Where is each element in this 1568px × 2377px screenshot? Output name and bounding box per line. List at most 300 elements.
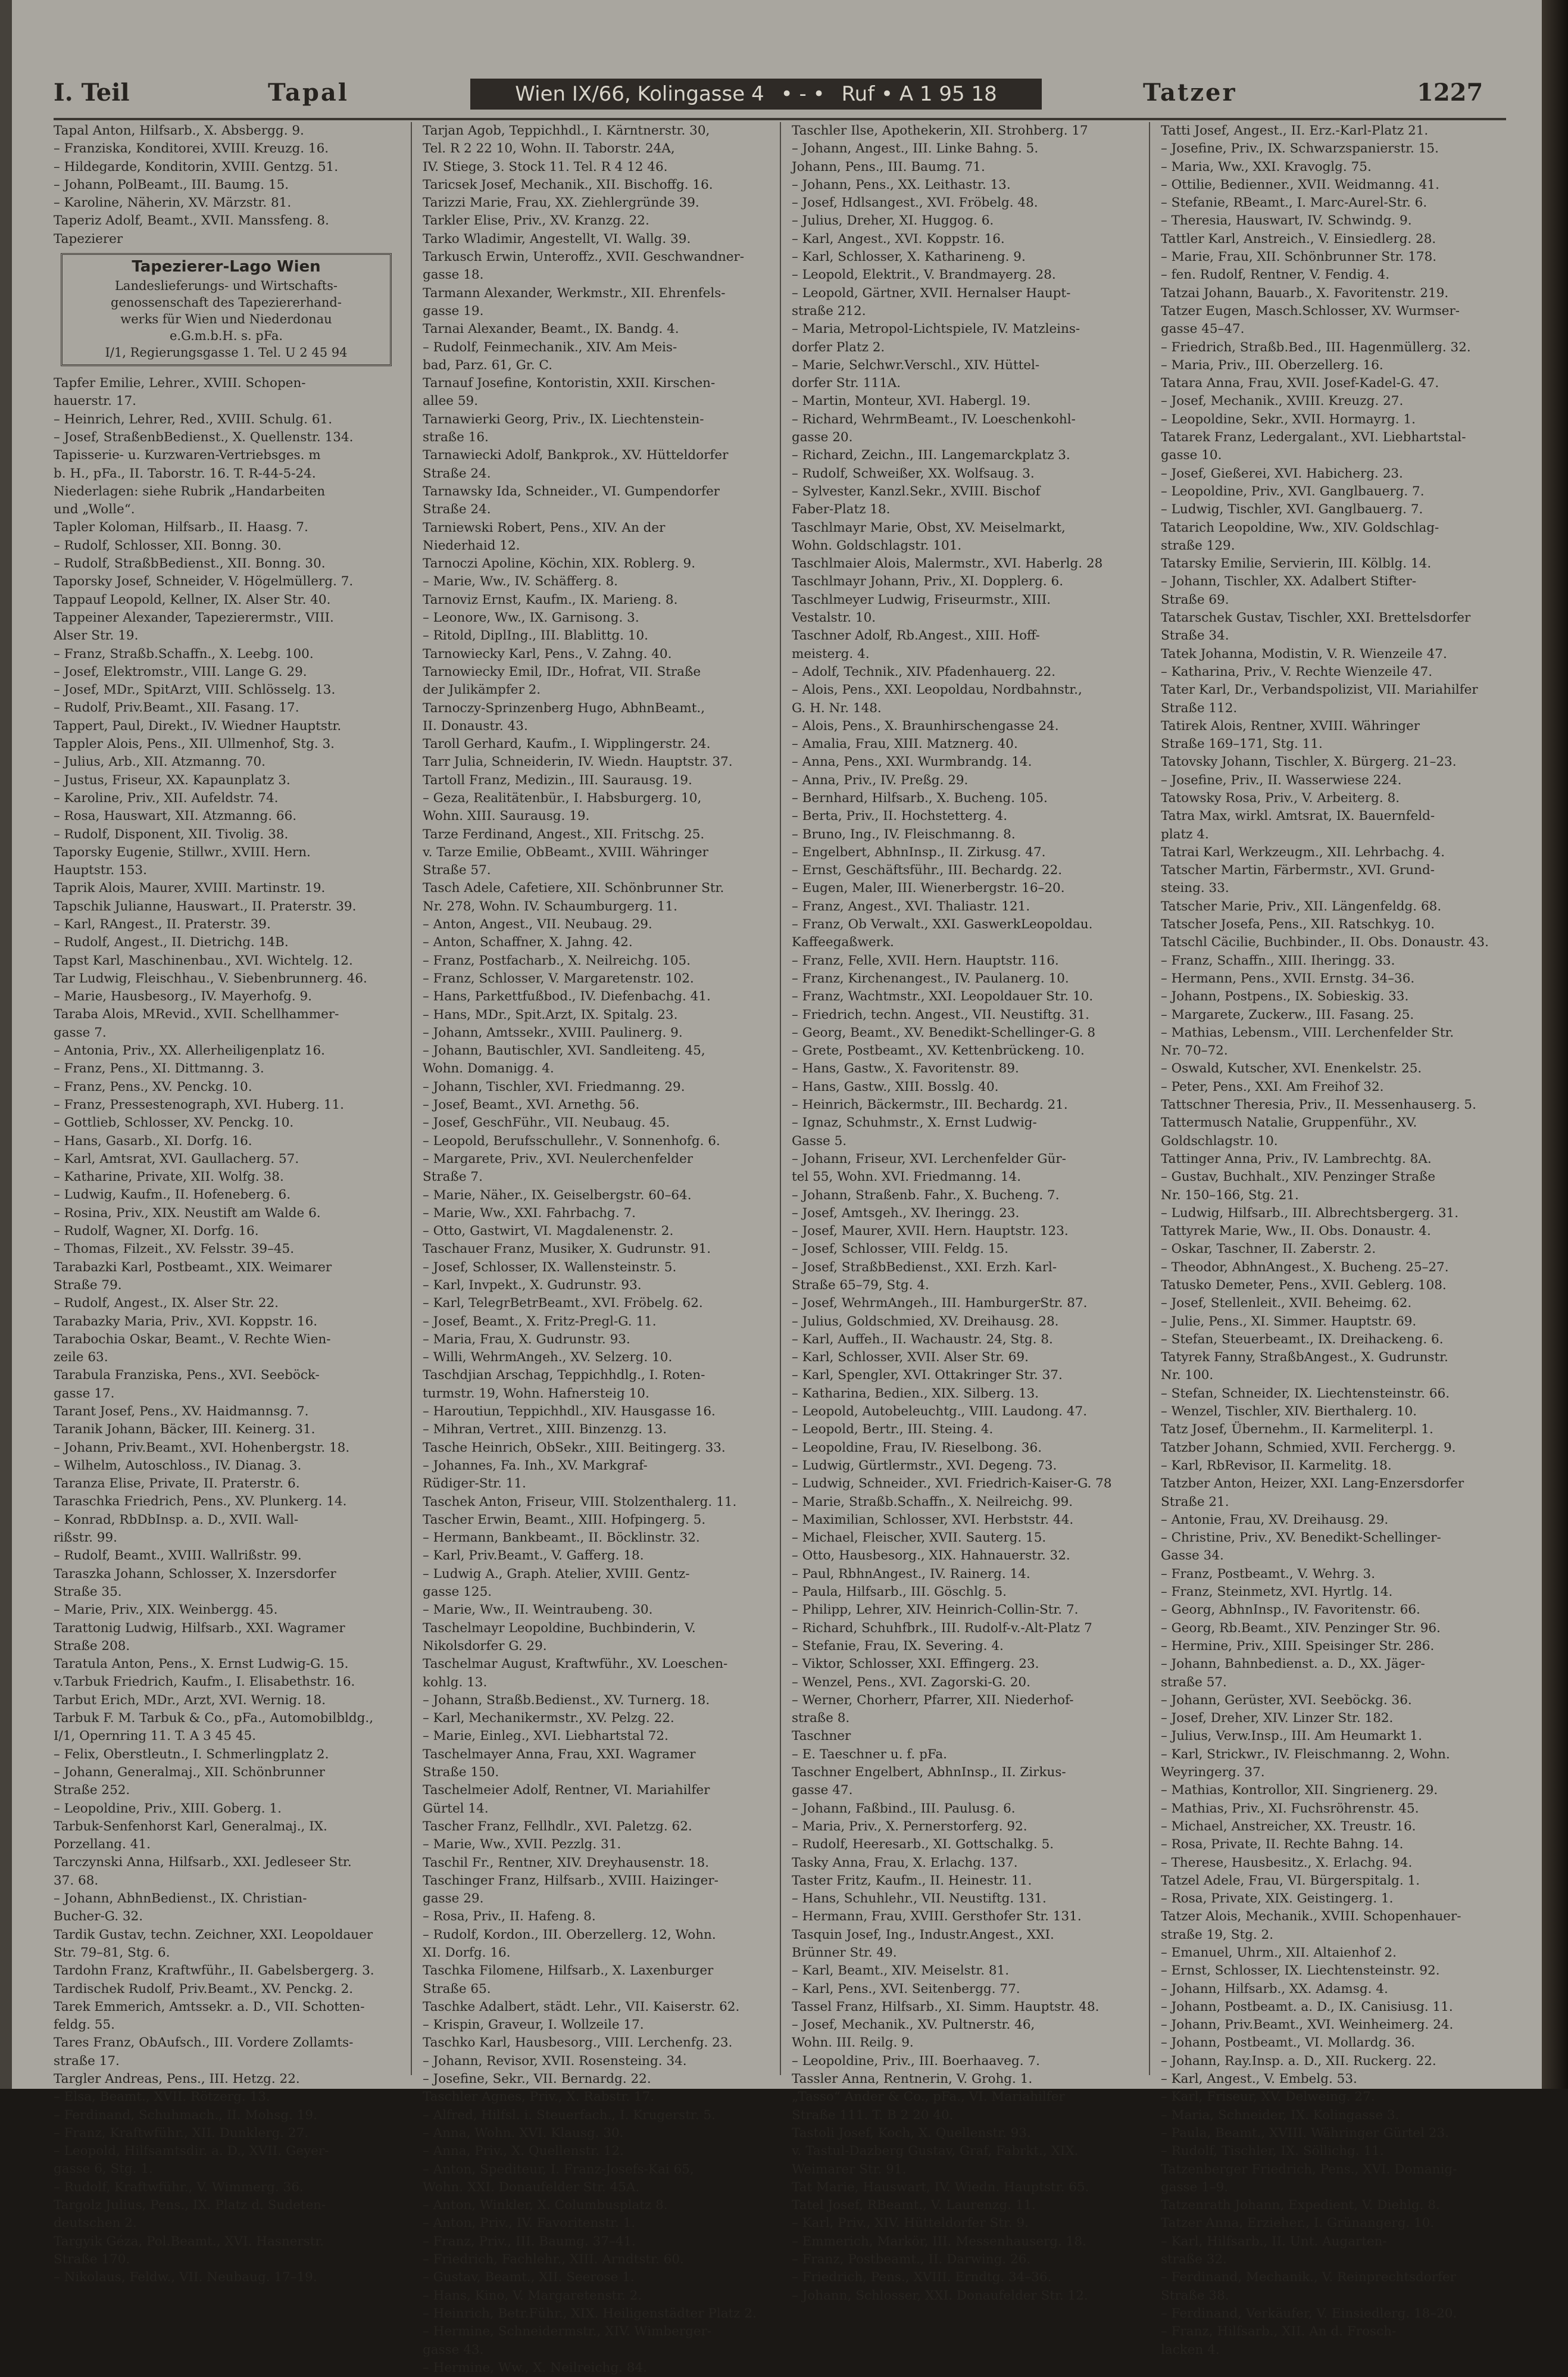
- directory-entry: – Friedrich, Straßb.Bed., III. Hagenmüllerg. 32.: [1161, 339, 1471, 355]
- ad-lines: [68, 277, 384, 361]
- directory-entry: straße 32.: [1161, 2252, 1227, 2267]
- directory-entry: – Josef, Dreher, XIV. Linzer Str. 182.: [1161, 1711, 1394, 1726]
- directory-entry: – Wenzel, Pens., XVI. Zagorski-G. 20.: [792, 1674, 1030, 1690]
- directory-entry: – Stefanie, RBeamt., I. Marc-Aurel-Str. 6.: [1161, 195, 1428, 211]
- directory-entry: Straße 69.: [1161, 592, 1229, 607]
- directory-entry: turmstr. 19, Wohn. Hafnersteig 10.: [423, 1386, 649, 1401]
- directory-entry: rißstr. 99.: [54, 1530, 117, 1546]
- directory-entry: Targyik Géza, Pol.Beamt., XVI. Hasnerstr.: [54, 2233, 324, 2249]
- directory-entry: – Josef, Beamt., XVI. Arnethg. 56.: [423, 1097, 640, 1113]
- directory-entry: Tarabula Franziska, Pens., XVI. Seeböck-: [54, 1368, 320, 1383]
- directory-entry: – Marie, Ww., XVII. Pezzlg. 31.: [423, 1837, 621, 1852]
- page-number: 1227: [1417, 79, 1483, 107]
- directory-entry: – Johann, Angest., III. Linke Bahng. 5.: [792, 141, 1039, 157]
- directory-entry: Rüdiger-Str. 11.: [423, 1476, 526, 1492]
- directory-entry: – E. Taeschner u. f. pFa.: [792, 1746, 948, 1762]
- directory-entry: Taricsek Josef, Mechanik., XII. Bischoffg. 16.: [423, 177, 713, 192]
- directory-entry: – Alois, Pens., X. Braunhirschengasse 24.: [792, 718, 1059, 734]
- directory-entry: – Grete, Postbeamt., XV. Kettenbrückeng. 10.: [792, 1043, 1085, 1059]
- directory-entry: Tatti Josef, Angest., II. Erz.-Karl-Platz 21.: [1161, 123, 1429, 138]
- directory-entry: – Eugen, Maler, III. Wienerbergstr. 16–20.: [792, 881, 1065, 896]
- directory-entry: – Felix, Oberstleutn., I. Schmerlingplatz 2.: [54, 1746, 329, 1762]
- directory-entry: – Josefine, Priv., IX. Schwarzspanierstr. 15.: [1161, 141, 1439, 157]
- directory-entry: – Katharina, Priv., V. Rechte Wienzeile 47.: [1161, 664, 1433, 679]
- directory-entry: Tarbuk-Senfenhorst Karl, Generalmaj., IX.: [54, 1818, 327, 1834]
- directory-entry: – Maria, Metropol-Lichtspiele, IV. Matzleins-: [792, 322, 1080, 337]
- directory-entry: – Sylvester, Kanzl.Sekr., XVIII. Bischof: [792, 483, 1041, 499]
- directory-entry: Tel. R 2 22 10, Wohn. II. Taborstr. 24A,: [423, 141, 675, 157]
- directory-entry: Straße 170.: [54, 2251, 130, 2267]
- directory-entry: gasse 1–9.: [1161, 2179, 1229, 2195]
- directory-entry: – Antonie, Frau, XV. Dreihausg. 29.: [1161, 1512, 1389, 1527]
- directory-entry: – Geza, Realitätenbür., I. Habsburgerg. 10,: [423, 790, 702, 806]
- directory-entry: – Karl, Beamt., XIV. Meiselstr. 81.: [792, 1963, 1010, 1979]
- directory-entry: Straße 34.: [1161, 628, 1229, 644]
- directory-entry: Tappert, Paul, Direkt., IV. Wiedner Hauptstr.: [54, 718, 342, 734]
- directory-entry: – Johann, Pens., XX. Leithastr. 13.: [792, 177, 1011, 192]
- directory-entry: gasse 29.: [423, 1891, 484, 1907]
- directory-entry: – Ludwig, Schneider., XVI. Friedrich-Kaiser-G. 78: [792, 1476, 1112, 1492]
- directory-entry: – Margarete, Zuckerw., III. Fasang. 25.: [1161, 1007, 1414, 1022]
- directory-entry: – Hermine, Schneidermstr., XIV. Wimberger-: [423, 2324, 712, 2339]
- directory-entry: – Viktor, Schlosser, XXI. Effingerg. 23.: [792, 1657, 1039, 1672]
- directory-entry: gasse 19.: [423, 303, 484, 319]
- column-1-entries-bottom: [54, 375, 399, 2286]
- directory-entry: – Marie, Einleg., XVI. Liebhartstal 72.: [423, 1729, 669, 1744]
- directory-entry: – Johannes, Fa. Inh., XV. Markgraf-: [423, 1458, 648, 1473]
- directory-entry: – Anton, Winkler, X. Columbusplatz 8.: [423, 2198, 668, 2213]
- directory-entry: – Karoline, Näherin, XV. Märzstr. 81.: [54, 195, 292, 211]
- directory-entry: – Karl, Priv., XIV. Hütteldorfer Str. 9.: [792, 2216, 1029, 2231]
- directory-entry: Tasche Heinrich, ObSekr., XIII. Beitingerg. 33.: [423, 1440, 726, 1455]
- directory-entry: – Franz, Kirchenangest., IV. Paulanerg. 10.: [792, 971, 1069, 986]
- directory-entry: – Hildegarde, Konditorin, XVIII. Gentzg. 51.: [54, 159, 339, 174]
- ad-line: werks für Wien und Niederdonau: [120, 312, 332, 327]
- directory-entry: – Johann, Ray.Insp. a. D., XII. Ruckerg. 22.: [1161, 2053, 1436, 2069]
- directory-entry: – Rosa, Private, XIX. Geistingerg. 1.: [1161, 1891, 1394, 1907]
- directory-entry: – Leopold, Berufsschullehr., V. Sonnenhofg. 6.: [423, 1133, 720, 1149]
- directory-entry: – Hans, Gastw., XIII. Bosslg. 40.: [792, 1079, 999, 1094]
- directory-entry: Str. 79–81, Stg. 6.: [54, 1945, 170, 1960]
- directory-entry: – Karl, Invpekt., X. Gudrunstr. 93.: [423, 1278, 642, 1293]
- directory-entry: Tarnauf Josefine, Kontoristin, XXII. Kirschen-: [423, 376, 716, 391]
- directory-entry: – Friedrich, techn. Angest., VII. Neustiftg. 31.: [792, 1007, 1089, 1022]
- directory-entry: – Karl, Amtsrat, XVI. Gaullacherg. 57.: [54, 1151, 299, 1166]
- directory-entry: – Wenzel, Tischler, XIV. Bierthalerg. 10.: [1161, 1404, 1417, 1420]
- directory-entry: – Berta, Priv., II. Hochstetterg. 4.: [792, 809, 1008, 824]
- directory-entry: – Gottlieb, Schlosser, XV. Penckg. 10.: [54, 1115, 294, 1131]
- directory-entry: Wohn. XXI. Donaufelder Str. 45A.: [423, 2179, 640, 2195]
- directory-entry: – Georg, Beamt., XV. Benedikt-Schellinger-G. 8: [792, 1025, 1096, 1040]
- directory-entry: Tappauf Leopold, Kellner, IX. Alser Str. 40.: [54, 592, 331, 607]
- directory-entry: – Maria, Frau, X. Gudrunstr. 93.: [423, 1331, 630, 1347]
- directory-entry: – Johann, Straßenb. Fahr., X. Bucheng. 7.: [792, 1187, 1060, 1203]
- directory-entry: Tapisserie- u. Kurzwaren-Vertriebsges. m: [54, 448, 321, 463]
- directory-entry: Straße 57.: [423, 863, 491, 878]
- directory-entry: – Rosa, Priv., II. Hafeng. 8.: [423, 1909, 596, 1924]
- directory-entry: straße 8.: [792, 1711, 850, 1726]
- column-1: [54, 122, 399, 2285]
- directory-entry: – Leopold, Elektrit., V. Brandmayerg. 28.: [792, 267, 1056, 283]
- directory-entry: – Rudolf, Schweißer, XX. Wolfsaug. 3.: [792, 466, 1035, 481]
- directory-entry: – Anna, Wohn. XVI. Klausg. 30.: [423, 2125, 624, 2141]
- directory-entry: – Adolf, Technik., XIV. Pfadenhauerg. 22.: [792, 664, 1056, 679]
- directory-entry: Tatzer Alois, Mechanik., XVIII. Schopenhauer-: [1161, 1909, 1461, 1924]
- directory-entry: Taroll Gerhard, Kaufm., I. Wipplingerstr. 24.: [423, 737, 711, 752]
- directory-entry: – Ferdinand, Verkäufer, V. Einsiedlerg. 18–20.: [1161, 2306, 1457, 2321]
- directory-entry: – Johann, PolBeamt., III. Baumg. 15.: [54, 177, 289, 192]
- publisher-address: Wien IX/66, Kolingasse 4: [515, 82, 764, 106]
- column-3: [792, 122, 1137, 2303]
- directory-entry: Tascher Franz, Fellhdlr., XVI. Paletzg. 62.: [423, 1818, 692, 1834]
- directory-entry: – Maria, Priv., III. Oberzellerg. 16.: [1161, 357, 1383, 373]
- directory-entry: Tatyrek Fanny, StraßbAngest., X. Gudrunstr.: [1161, 1350, 1448, 1365]
- directory-entry: Tarabochia Oskar, Beamt., V. Rechte Wien-: [54, 1331, 331, 1347]
- directory-entry: – Johann, Priv.Beamt., XVI. Hohenbergstr. 18.: [54, 1440, 350, 1455]
- directory-entry: gasse 20.: [792, 430, 853, 445]
- directory-entry: – Rudolf, Tischler, IX. Söllichg. 11.: [1161, 2144, 1384, 2159]
- directory-entry: Tatra Max, wirkl. Amtsrat, IX. Bauernfeld-: [1161, 809, 1435, 824]
- directory-entry: – Karl, Schlosser, X. Katharineng. 9.: [792, 249, 1026, 265]
- directory-entry: Taschelmayer Anna, Frau, XXI. Wagramer: [423, 1746, 696, 1762]
- directory-entry: Nr. 150–166, Stg. 21.: [1161, 1187, 1299, 1203]
- directory-entry: – Hans, Parkettfußbod., IV. Diefenbachg. 41.: [423, 989, 711, 1005]
- directory-entry: – Richard, Zeichn., III. Langemarckplatz 3.: [792, 448, 1070, 463]
- directory-entry: – Franz, Priv., III. Baumg. 37–41.: [423, 2233, 636, 2249]
- directory-entry: Straße 38.: [1161, 2288, 1229, 2303]
- directory-entry: – Heinrich, Betr.Führ., XIX. Heiligenstädter Platz 2.: [423, 2306, 757, 2321]
- directory-entry: Tarnawsky Ida, Schneider., VI. Gumpendorfer: [423, 483, 720, 499]
- directory-entry: Tatarsky Emilie, Servierin, III. Kölblg. 14.: [1161, 556, 1432, 572]
- directory-entry: Taraba Alois, MRevid., XVII. Schellhammer-: [54, 1007, 339, 1022]
- directory-entry: Tat Marie, Hauswart, IV. Wiedn. Hauptstr. 65.: [792, 2179, 1089, 2195]
- directory-entry: dorfer Str. 111A.: [792, 376, 901, 391]
- directory-entry: „Tasso“ Ander & Co., pFa., VI. Mariahilfer: [792, 2089, 1065, 2105]
- directory-entry: Tatschl Cäcilie, Buchbinder., II. Obs. Donaustr. 43.: [1161, 935, 1489, 950]
- directory-entry: feldg. 55.: [54, 2017, 115, 2033]
- directory-entry: – Johann, Postbeamt., VI. Mollardg. 36.: [1161, 2035, 1416, 2051]
- directory-entry: – Leopold, Gärtner, XVII. Hernalser Haupt-: [792, 285, 1071, 301]
- directory-entry: – Katharina, Bedien., XIX. Silberg. 13.: [792, 1386, 1039, 1401]
- directory-entry: – Josef, StraßenbBedienst., X. Quellenstr. 134.: [54, 429, 354, 445]
- directory-entry: Tarbut Erich, MDr., Arzt, XVI. Wernig. 18.: [54, 1692, 326, 1708]
- directory-entry: Tattler Karl, Anstreich., V. Einsiedlerg. 28.: [1161, 231, 1436, 247]
- directory-entry: Tatara Anna, Frau, XVII. Josef-Kadel-G. 47.: [1161, 376, 1439, 391]
- directory-entry: Faber-Platz 18.: [792, 502, 891, 517]
- directory-entry: – Hans, Gastw., X. Favoritenstr. 89.: [792, 1061, 1019, 1077]
- directory-entry: – Josef, Maurer, XVII. Hern. Hauptstr. 123.: [792, 1224, 1069, 1239]
- directory-entry: Taschke Adalbert, städt. Lehr., VII. Kaiserstr. 62.: [423, 1999, 740, 2014]
- directory-entry: – Franz, Angest., XVI. Thaliastr. 121.: [792, 899, 1030, 914]
- directory-entry: – Ludwig, Gürtlermstr., XVI. Degeng. 73.: [792, 1458, 1057, 1473]
- directory-entry: – Franz, Straßb.Schaffn., X. Leebg. 100.: [54, 646, 314, 662]
- directory-entry: – Mathias, Kontrollor, XII. Singrienerg. 29.: [1161, 1783, 1438, 1798]
- directory-entry: Tatz Josef, Übernehm., II. Karmeliterpl. 1.: [1161, 1422, 1433, 1437]
- directory-entry: Straße 7.: [423, 1169, 483, 1185]
- directory-entry: Tater Karl, Dr., Verbandspolizist, VII. Mariahilfer: [1161, 682, 1478, 698]
- directory-entry: – Karl, RAngest., II. Praterstr. 39.: [54, 916, 271, 932]
- directory-entry: – Bruno, Ing., IV. Fleischmanng. 8.: [792, 826, 1016, 842]
- directory-entry: – Anton, Angest., VII. Neubaug. 29.: [423, 917, 652, 932]
- directory-entry: – Johann, Generalmaj., XII. Schönbrunner: [54, 1764, 325, 1780]
- directory-entry: – Anton, Priv., IV. Favoritenstr. 1.: [423, 2216, 636, 2231]
- directory-entry: Tatzai Johann, Bauarb., X. Favoritenstr. 219.: [1161, 285, 1449, 301]
- directory-entry: – Anton, Spediteur, I. Franz-Josefs-Kai 65,: [423, 2161, 694, 2177]
- directory-entry: Tar Ludwig, Fleischhau., V. Siebenbrunnerg. 46.: [54, 971, 367, 986]
- directory-entry: – Rudolf, Heeresarb., XI. Gottschalkg. 5.: [792, 1837, 1054, 1852]
- directory-entry: – Hans, MDr., Spit.Arzt, IX. Spitalg. 23.: [423, 1007, 678, 1022]
- directory-entry: zeile 63.: [54, 1350, 108, 1365]
- directory-entry: der Julikämpfer 2.: [423, 682, 541, 698]
- directory-entry: Tatirek Alois, Rentner, XVIII. Währinger: [1161, 718, 1420, 734]
- columns-container: [54, 122, 1506, 2375]
- directory-entry: Nikolsdorfer G. 29.: [423, 1638, 547, 1654]
- directory-entry: Tardohn Franz, Kraftwführ., II. Gabelsbergerg. 3.: [54, 1963, 374, 1979]
- directory-entry: Straße 79.: [54, 1277, 122, 1293]
- directory-entry: – Stefan, Steuerbeamt., IX. Dreihackeng. 6.: [1161, 1331, 1444, 1347]
- directory-entry: – Hermine, Ww., X. Neilreichg. 84.: [423, 2360, 647, 2375]
- directory-entry: – Leonore, Ww., IX. Garnisong. 3.: [423, 610, 639, 626]
- directory-entry: – Margarete, Priv., XVI. Neulerchenfelder: [423, 1151, 694, 1166]
- directory-entry: – Rudolf, Wagner, XI. Dorfg. 16.: [54, 1224, 259, 1239]
- directory-entry: Tascher Erwin, Beamt., XIII. Hofpingerg. 5.: [423, 1512, 706, 1527]
- directory-entry: – Josef, Mechanik., XV. Pultnerstr. 46,: [792, 2017, 1035, 2033]
- column-1-entries-top: [54, 122, 399, 248]
- directory-entry: – Stefanie, Frau, IX. Severing. 4.: [792, 1638, 1004, 1654]
- directory-entry: Taschinger Franz, Hilfsarb., XVIII. Haizinger-: [423, 1873, 719, 1888]
- header-rule: [54, 118, 1506, 120]
- directory-entry: – Richard, Schuhfbrk., III. Rudolf-v.-Alt-Platz 7: [792, 1620, 1092, 1636]
- directory-entry: – Amalia, Frau, XIII. Matznerg. 40.: [792, 737, 1018, 752]
- directory-entry: – Ferdinand, Mechanik., V. Reinprechtsdorfer: [1161, 2270, 1456, 2285]
- directory-entry: – Michael, Fleischer, XVII. Sauterg. 15.: [792, 1530, 1047, 1546]
- directory-entry: Taschek Anton, Friseur, VIII. Stolzenthalerg. 11.: [423, 1494, 737, 1509]
- directory-entry: – Rudolf, Disponent, XII. Tivolig. 38.: [54, 826, 289, 842]
- directory-entry: – Leopold, Bertr., III. Steing. 4.: [792, 1422, 994, 1437]
- directory-entry: Tatrai Karl, Werkzeugm., XII. Lehrbachg. 4.: [1161, 844, 1445, 860]
- directory-entry: – Krispin, Graveur, I. Wollzeile 17.: [423, 2017, 644, 2033]
- directory-entry: – Josef, Mechanik., XVIII. Kreuzg. 27.: [1161, 394, 1404, 409]
- directory-entry: – Johann, Hilfsarb., XX. Adamsg. 4.: [1161, 1981, 1388, 1997]
- directory-entry: Tastoli Josef, Koch, X. Quellenstr. 93.: [792, 2125, 1031, 2141]
- directory-entry: – Johann, Amtssekr., XVIII. Paulinerg. 9.: [423, 1025, 683, 1040]
- directory-entry: Tatzel Adele, Frau, VI. Bürgerspitalg. 1.: [1161, 1873, 1420, 1888]
- directory-entry: Tartoll Franz, Medizin., III. Saurausg. 19.: [423, 772, 692, 788]
- directory-entry: – Ottilie, Bedienner., XVII. Weidmanng. 41.: [1161, 177, 1439, 192]
- directory-entry: – Rudolf, Schlosser, XII. Bonng. 30.: [54, 538, 282, 553]
- directory-entry: und „Wolle“.: [54, 502, 135, 517]
- directory-entry: – Rudolf, Beamt., XVIII. Wallrißstr. 99.: [54, 1548, 302, 1564]
- directory-entry: Taschelmar August, Kraftwführ., XV. Loeschen-: [423, 1657, 728, 1672]
- directory-entry: – Johann, Revisor, XVII. Rosensteing. 34.: [423, 2053, 687, 2069]
- directory-entry: Tasch Adele, Cafetiere, XII. Schönbrunner Str.: [423, 881, 724, 896]
- directory-entry: – Mihran, Vertret., XIII. Binzenzg. 13.: [423, 1422, 667, 1437]
- directory-entry: Tarnawierki Georg, Priv., IX. Liechtenstein-: [423, 411, 704, 427]
- directory-entry: Tarkler Elise, Priv., XV. Kranzg. 22.: [423, 213, 649, 229]
- directory-entry: Tatscher Marie, Priv., XII. Längenfeldg. 68.: [1161, 899, 1442, 914]
- directory-entry: – Rudolf, Priv.Beamt., XII. Fasang. 17.: [54, 700, 299, 716]
- directory-entry: straße 129.: [1161, 538, 1235, 553]
- directory-entry: – Johann, Priv.Beamt., XVI. Weinheimerg. 24.: [1161, 2017, 1454, 2033]
- directory-entry: – Hermine, Priv., XIII. Speisinger Str. 286.: [1161, 1638, 1435, 1654]
- directory-entry: – Willi, WehrmAngeh., XV. Selzerg. 10.: [423, 1350, 673, 1365]
- directory-entry: – Mathias, Priv., XI. Fuchsröhrenstr. 45.: [1161, 1801, 1419, 1816]
- directory-entry: – Paul, RbhnAngest., IV. Rainerg. 14.: [792, 1566, 1030, 1581]
- directory-entry: Taraschka Friedrich, Pens., XV. Plunkerg. 14.: [54, 1494, 347, 1509]
- directory-entry: Tarr Julia, Schneiderin, IV. Wiedn. Hauptstr. 37.: [423, 754, 733, 770]
- directory-entry: I/1, Opernring 11. T. A 3 45 45.: [54, 1729, 257, 1744]
- directory-entry: – Johann, Friseur, XVI. Lerchenfelder Gür-: [792, 1151, 1066, 1166]
- directory-entry: – Josef, GeschFühr., VII. Neubaug. 45.: [423, 1115, 670, 1131]
- directory-entry: – Johann, Tischler, XVI. Friedmanng. 29.: [423, 1079, 685, 1094]
- directory-entry: Tardischek Rudolf, Priv.Beamt., XV. Penckg. 2.: [54, 1981, 354, 1997]
- directory-entry: – Karl, Auffeh., II. Wachaustr. 24, Stg. 8.: [792, 1331, 1053, 1347]
- directory-entry: Wohn. XIII. Saurausg. 19.: [423, 809, 590, 824]
- directory-entry: Tapschik Julianne, Hauswart., II. Praterstr. 39.: [54, 899, 357, 914]
- directory-entry: steing. 33.: [1161, 881, 1229, 896]
- directory-entry: Tarabazki Karl, Postbeamt., XIX. Weimarer: [54, 1259, 332, 1275]
- directory-entry: Tarnoczi Apoline, Köchin, XIX. Roblerg. 9.: [423, 556, 696, 572]
- directory-entry: Taperiz Adolf, Beamt., XVII. Manssfeng. 8.: [54, 213, 329, 229]
- directory-entry: – Katharine, Private, XII. Wolfg. 38.: [54, 1169, 284, 1185]
- directory-entry: – Josef, Schlosser, IX. Wallensteinstr. 5.: [423, 1259, 677, 1275]
- directory-entry: – Mathias, Lebensm., VIII. Lerchenfelder Str.: [1161, 1025, 1454, 1040]
- directory-entry: – Emanuel, Uhrm., XII. Altaienhof 2.: [1161, 1945, 1397, 1960]
- directory-entry: – Thomas, Filzeit., XV. Felsstr. 39–45.: [54, 1241, 295, 1257]
- directory-entry: – Hans, Kino, V. Margaretenstr. 2.: [423, 2288, 642, 2303]
- directory-entry: – Gustav, Beamt., XII. Seerose 1.: [423, 2270, 635, 2285]
- directory-entry: Tarkusch Erwin, Unteroffz., XVII. Geschwandner-: [423, 249, 745, 265]
- directory-entry: Nr. 100.: [1161, 1368, 1214, 1383]
- directory-entry: – Julius, Dreher, XI. Huggog. 6.: [792, 213, 994, 229]
- directory-entry: – Anna, Priv., X. Quellenstr. 12.: [423, 2144, 624, 2159]
- directory-entry: Tarbuk F. M. Tarbuk & Co., pFa., Automobilbldg.,: [54, 1711, 374, 1726]
- directory-entry: Straße 35.: [54, 1584, 122, 1599]
- last-entry-word: Tatzer: [1143, 79, 1237, 107]
- directory-entry: – Leopoldine, Priv., XIII. Goberg. 1.: [54, 1801, 282, 1816]
- directory-entry: – Hermann, Frau, XVIII. Gersthofer Str. 131.: [792, 1909, 1082, 1924]
- directory-entry: Taschelmayr Leopoldine, Buchbinderin, V.: [423, 1620, 696, 1636]
- column-4: [1161, 122, 1506, 2357]
- directory-entry: Tapezierer: [54, 231, 123, 247]
- directory-entry: platz 4.: [1161, 826, 1209, 842]
- directory-entry: – Maria, Schneider, IX. Kolingasse 3.: [1161, 2107, 1400, 2123]
- directory-entry: – Franz, Postbeamt., II. Darwing. 26.: [792, 2252, 1031, 2267]
- directory-entry: tel 55, Wohn. XVI. Friedmanng. 14.: [792, 1169, 1022, 1185]
- directory-entry: – Johann, Postbeamt. a. D., IX. Canisiusg. 11.: [1161, 1999, 1453, 2014]
- directory-entry: Tapal Anton, Hilfsarb., X. Absbergg. 9.: [54, 123, 304, 138]
- directory-entry: – Julius, Verw.Insp., III. Am Heumarkt 1.: [1161, 1729, 1422, 1744]
- directory-entry: Tatzenberger Friedrich, Pens., XVI. Domanig-: [1161, 2161, 1457, 2177]
- directory-entry: – Karl, Pens., XVI. Seitenbergg. 77.: [792, 1981, 1020, 1997]
- directory-page: [12, 0, 1542, 2375]
- directory-entry: Taranik Johann, Bäcker, III. Keinerg. 31.: [54, 1422, 316, 1437]
- directory-entry: – Johann, Tischler, XX. Adalbert Stifter-: [1161, 574, 1417, 589]
- directory-entry: Tatarschek Gustav, Tischler, XXI. Brettelsdorfer: [1161, 610, 1471, 626]
- directory-entry: Goldschlagstr. 10.: [1161, 1133, 1278, 1149]
- directory-entry: meisterg. 4.: [792, 646, 870, 662]
- advertisement-box: [61, 253, 392, 366]
- column-2: [423, 122, 768, 2375]
- directory-entry: Taster Fritz, Kaufm., II. Heinestr. 11.: [792, 1873, 1032, 1888]
- directory-entry: – Leopoldine, Frau, IV. Rieselbong. 36.: [792, 1440, 1042, 1455]
- directory-entry: – Anna, Pens., XXI. Wurmbrandg. 14.: [792, 754, 1032, 770]
- directory-entry: – Marie, Ww., II. Weintraubeng. 30.: [423, 1602, 653, 1618]
- directory-entry: – Anna, Priv., IV. Preßg. 29.: [792, 772, 969, 788]
- directory-entry: Taschdjian Arschag, Teppichhdlg., I. Roten-: [423, 1368, 705, 1383]
- ad-line: I/1, Regierungsgasse 1. Tel. U 2 45 94: [105, 345, 348, 360]
- directory-entry: – Michael, Anstreicher, XX. Treustr. 16.: [1161, 1818, 1416, 1834]
- binding-shadow: [0, 0, 12, 2089]
- publisher-phone: Ruf • A 1 95 18: [841, 82, 997, 106]
- directory-entry: Tasquin Josef, Ing., Industr.Angest., XXI.: [792, 1927, 1054, 1942]
- directory-entry: – Karl, Angest., V. Embelg. 53.: [1161, 2072, 1357, 2087]
- directory-entry: Taschlmayr Marie, Obst, XV. Meiselmarkt,: [792, 520, 1066, 535]
- directory-entry: – Stefan, Schneider, IX. Liechtensteinstr. 66.: [1161, 1386, 1450, 1401]
- directory-entry: Tatusko Demeter, Pens., XVII. Geblerg. 108.: [1161, 1278, 1447, 1293]
- directory-entry: – Richard, WehrmBeamt., IV. Loeschenkohl-: [792, 411, 1076, 427]
- directory-entry: – Georg, AbhnInsp., IV. Favoritenstr. 66.: [1161, 1602, 1420, 1618]
- directory-entry: Porzellang. 41.: [54, 1837, 151, 1852]
- directory-entry: Tappler Alois, Pens., XII. Ullmenhof, Stg. 3.: [54, 737, 335, 752]
- directory-entry: Brünner Str. 49.: [792, 1945, 897, 1960]
- directory-entry: – Franz, Pens., XI. Dittmanng. 3.: [54, 1061, 264, 1077]
- directory-entry: – Peter, Pens., XXI. Am Freihof 32.: [1161, 1079, 1384, 1094]
- directory-entry: gasse 45–47.: [1161, 322, 1245, 337]
- directory-entry: – Leopoldine, Priv., III. Boerhaaveg. 7.: [792, 2053, 1040, 2069]
- directory-entry: gasse 10.: [1161, 448, 1222, 463]
- directory-entry: – Alfred, Hilfsl. i. Steuerfach., I. Krugerstr. 5.: [423, 2107, 716, 2123]
- column-divider: [1149, 122, 1150, 2075]
- directory-entry: kohlg. 13.: [423, 1674, 488, 1690]
- directory-entry: – Therese, Hausbesitz., X. Erlachg. 94.: [1161, 1855, 1413, 1870]
- directory-entry: – Rudolf, Feinmechanik., XIV. Am Meis-: [423, 339, 677, 355]
- first-entry-word: Tapal: [268, 79, 349, 107]
- directory-entry: Straße 65–79, Stg. 4.: [792, 1278, 929, 1293]
- directory-entry: – Franz, Kraftwführ., XII. Dunklerg. 27.: [54, 2125, 309, 2141]
- directory-entry: – Gustav, Buchhalt., XIV. Penzinger Straße: [1161, 1169, 1436, 1185]
- directory-entry: – Hans, Schuhlehr., VII. Neustiftg. 131.: [792, 1891, 1047, 1907]
- column-divider: [780, 122, 781, 2075]
- directory-entry: – Franz, Hilfsarb., XII. An d. Frosch-: [1161, 2324, 1397, 2339]
- directory-entry: Alser Str. 19.: [54, 628, 139, 644]
- directory-entry: – Josef, Gießerei, XVI. Habicherg. 23.: [1161, 466, 1403, 481]
- directory-entry: Niederhaid 12.: [423, 538, 520, 553]
- directory-entry: Tatzenrath Johann, Expedient, V. Diehlg. 8.: [1161, 2198, 1440, 2213]
- directory-entry: Taschner: [792, 1729, 851, 1744]
- directory-entry: Taschner Engelbert, AbhnInsp., II. Zirkus-: [792, 1765, 1066, 1780]
- directory-entry: – Leopold, Autobeleuchtg., VIII. Laudong. 47.: [792, 1404, 1088, 1420]
- directory-entry: – Josef, StraßbBedienst., XXI. Erzh. Karl-: [792, 1259, 1057, 1275]
- directory-entry: Gürtel 14.: [423, 1801, 489, 1816]
- directory-entry: Taschner Adolf, Rb.Angest., XIII. Hoff-: [792, 628, 1040, 644]
- directory-entry: – Werner, Chorherr, Pfarrer, XII. Niederhof-: [792, 1692, 1074, 1708]
- directory-entry: – Marie, Selchwr.Verschl., XIV. Hüttel-: [792, 357, 1040, 373]
- directory-entry: Tarczynski Anna, Hilfsarb., XXI. Jedleseer Str.: [54, 1855, 352, 1870]
- directory-entry: – Ludwig, Kaufm., II. Hofeneberg. 6.: [54, 1187, 291, 1203]
- directory-entry: – Johann, Straßb.Bedienst., XV. Turnerg. 18.: [423, 1692, 710, 1708]
- directory-entry: v.Tarbuk Friedrich, Kaufm., I. Elisabethstr. 16.: [54, 1674, 355, 1690]
- directory-entry: Tarnawiecki Adolf, Bankprok., XV. Hütteldorfer: [423, 448, 729, 463]
- directory-entry: straße 19, Stg. 2.: [1161, 1927, 1274, 1942]
- directory-entry: Weimarer Str. 91.: [792, 2161, 907, 2177]
- directory-entry: – Ernst, Schlosser, IX. Liechtensteinstr. 92.: [1161, 1963, 1440, 1979]
- directory-entry: Taschlmeyer Ludwig, Friseurmstr., XIII.: [792, 592, 1051, 607]
- directory-entry: straße 57.: [1161, 1674, 1227, 1690]
- directory-entry: – Marie, Hausbesorg., IV. Mayerhofg. 9.: [54, 989, 313, 1005]
- directory-entry: Targolz Julius, Pens., IX. Platz d. Sudeten-: [54, 2198, 326, 2213]
- directory-entry: – Leopoldine, Sekr., XVII. Hormayrg. 1.: [1161, 411, 1416, 427]
